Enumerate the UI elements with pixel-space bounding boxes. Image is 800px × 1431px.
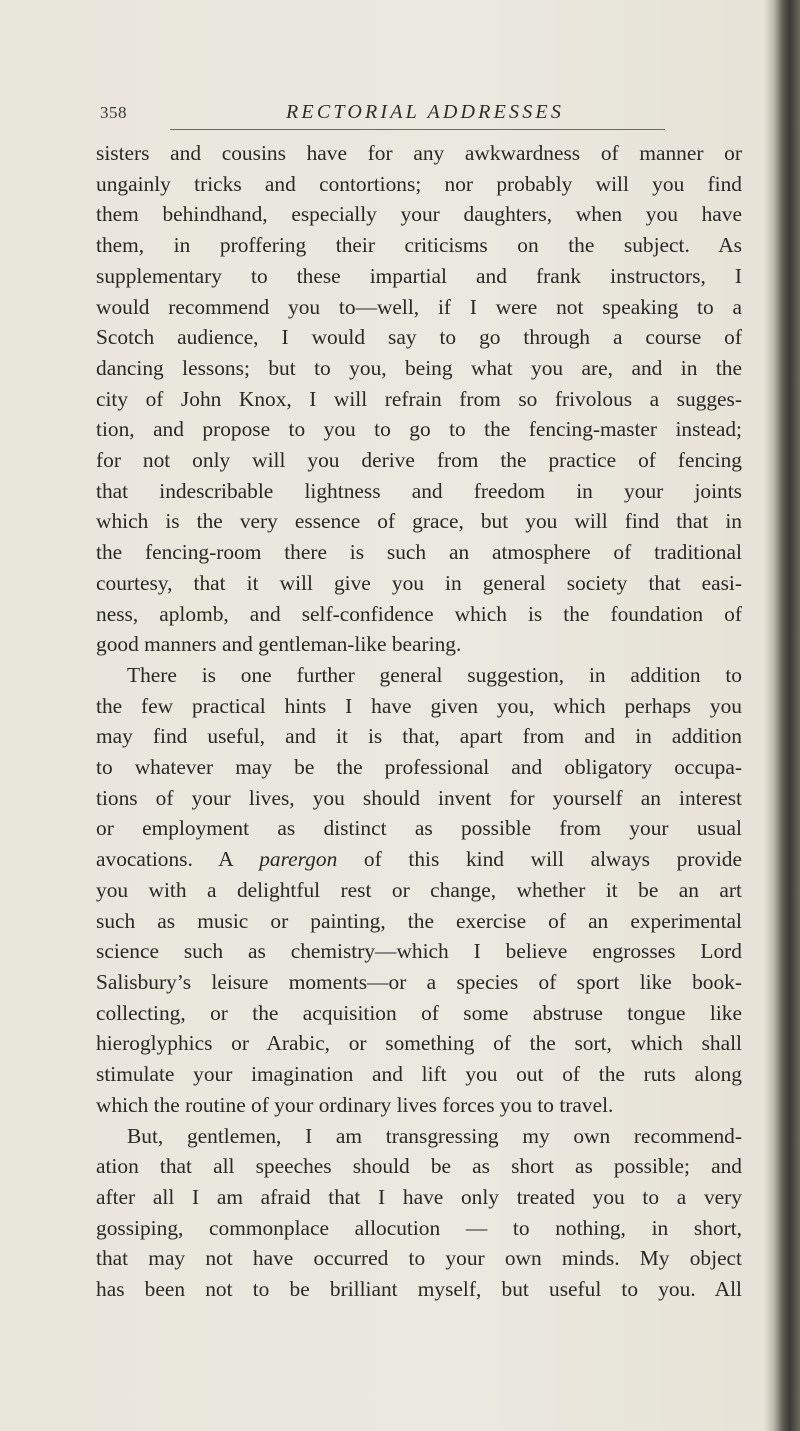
- text-line: ation that all speeches should be as short as possible; and: [96, 1154, 742, 1179]
- text-line: Scotch audience, I would say to go through a course of: [96, 325, 742, 350]
- text-line: ness, aplomb, and self-confidence which is the foundation of: [96, 601, 742, 626]
- text-line: ungainly tricks and contortions; nor probably will you find: [96, 171, 742, 196]
- text-line: good manners and gentleman-like bearing.: [96, 632, 462, 657]
- text-line: for not only will you derive from the practice of fencing: [96, 448, 742, 473]
- text-line: tion, and propose to you to go to the fencing-master instead;: [96, 417, 742, 442]
- text-line: them behindhand, especially your daughters, when you have: [96, 202, 742, 227]
- text-line: has been not to be brilliant myself, but useful to you. All: [96, 1277, 742, 1302]
- text-line: may find useful, and it is that, apart from and in addition: [96, 724, 742, 749]
- text-line: the fencing-room there is such an atmosphere of traditional: [96, 540, 742, 565]
- text-line-parergon: [96, 844, 742, 875]
- text-line: the few practical hints I have given you, which perhaps you: [96, 693, 742, 718]
- text-line: you with a delightful rest or change, whether it be an art: [96, 877, 742, 902]
- text-line: such as music or painting, the exercise of an experimental: [96, 908, 742, 933]
- body-text: [96, 138, 742, 1305]
- text-line: after all I am afraid that I have only treated you to a very: [96, 1184, 742, 1209]
- text-line: dancing lessons; but to you, being what you are, and in the: [96, 355, 742, 380]
- text-line: that indescribable lightness and freedom in your joints: [96, 478, 742, 503]
- header-rule: [170, 129, 665, 130]
- text-line: tions of your lives, you should invent for yourself an interest: [96, 785, 742, 810]
- text-line: supplementary to these impartial and frank instructors, I: [96, 263, 742, 288]
- text-line: which the routine of your ordinary lives forces you to travel.: [96, 1092, 614, 1117]
- parergon-before: avocations. A: [96, 847, 260, 872]
- text-line: city of John Knox, I will refrain from so frivolous a sugges-: [96, 386, 742, 411]
- text-line: hieroglyphics or Arabic, or something of the sort, which shall: [96, 1031, 742, 1056]
- book-spine-edge: [774, 0, 800, 1431]
- running-head: RECTORIAL ADDRESSES: [286, 101, 565, 123]
- text-line: which is the very essence of grace, but you will find that in: [96, 509, 742, 534]
- parergon-italic: parergon: [259, 847, 338, 872]
- text-line: would recommend you to—well, if I were not speaking to a: [96, 294, 742, 319]
- text-line: them, in proffering their criticisms on the subject. As: [96, 233, 742, 258]
- parergon-after: of this kind will always provide: [337, 847, 742, 872]
- paragraph-first-line: There is one further general suggestion, in addition to: [127, 662, 742, 687]
- text-line: to whatever may be the professional and obligatory occupa-: [96, 755, 742, 780]
- text-line: collecting, or the acquisition of some abstruse tongue like: [96, 1000, 742, 1025]
- text-line: sisters and cousins have for any awkwardness of manner or: [96, 141, 742, 165]
- text-line: courtesy, that it will give you in general society that easi-: [96, 570, 742, 595]
- text-line: gossiping, commonplace allocution — to nothing, in short,: [96, 1215, 742, 1240]
- text-line: Salisbury’s leisure moments—or a species of sport like book-: [96, 969, 742, 994]
- text-line: stimulate your imagination and lift you out of the ruts along: [96, 1062, 742, 1087]
- page-number: 358: [100, 103, 127, 122]
- text-line: or employment as distinct as possible from your usual: [96, 816, 742, 841]
- paragraph-first-line: But, gentlemen, I am transgressing my own recommend-: [127, 1123, 742, 1148]
- text-line: that may not have occurred to your own minds. My object: [96, 1246, 742, 1271]
- text-line: science such as chemistry—which I believe engrosses Lord: [96, 939, 742, 964]
